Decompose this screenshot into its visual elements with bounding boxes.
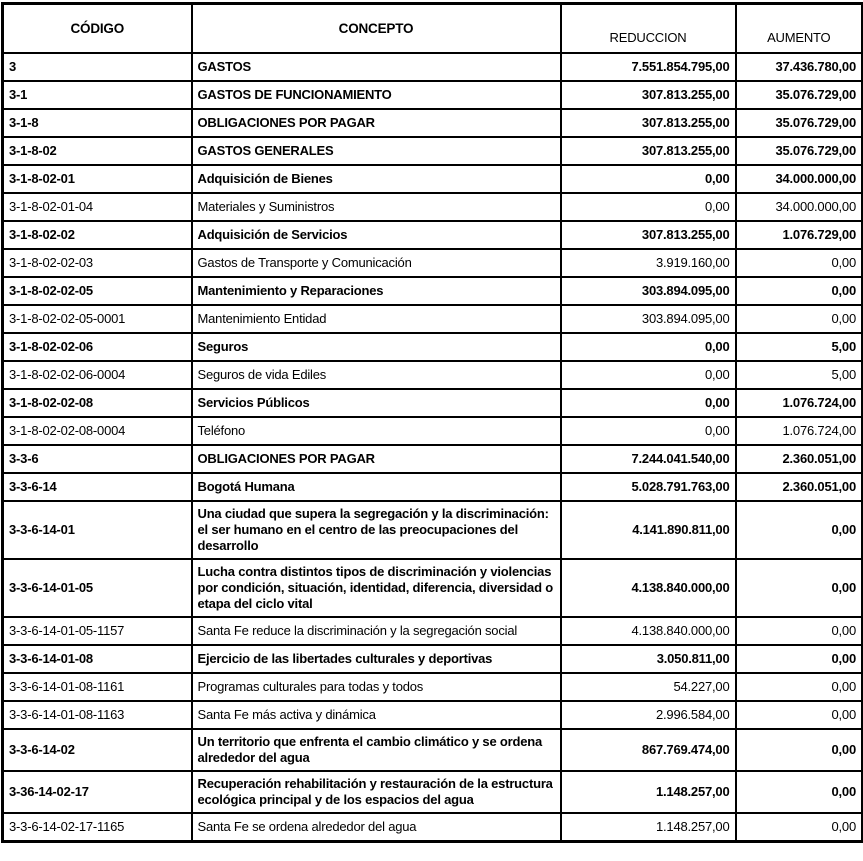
reduction-cell: 7.551.854.795,00 — [561, 53, 736, 81]
concept-cell: Teléfono — [192, 417, 561, 445]
increase-cell: 35.076.729,00 — [736, 81, 863, 109]
code-cell: 3 — [3, 53, 192, 81]
reduction-cell: 1.148.257,00 — [561, 813, 736, 842]
table-row — [3, 193, 863, 221]
table-row — [3, 771, 863, 813]
code-cell: 3-1-8-02-02 — [3, 221, 192, 249]
reduction-cell: 4.138.840.000,00 — [561, 617, 736, 645]
increase-cell: 0,00 — [736, 813, 863, 842]
concept-cell: Un territorio que enfrenta el cambio climático y se ordena alrededor del agua — [192, 729, 561, 771]
increase-cell: 35.076.729,00 — [736, 109, 863, 137]
table-header — [3, 4, 863, 54]
table-row — [3, 221, 863, 249]
table-row — [3, 559, 863, 617]
table-row — [3, 305, 863, 333]
reduction-cell: 0,00 — [561, 333, 736, 361]
increase-cell: 0,00 — [736, 673, 863, 701]
increase-cell: 0,00 — [736, 249, 863, 277]
code-cell: 3-1-8-02-01-04 — [3, 193, 192, 221]
reduction-cell: 54.227,00 — [561, 673, 736, 701]
code-cell: 3-1-8-02 — [3, 137, 192, 165]
code-cell: 3-3-6-14-01-05-1157 — [3, 617, 192, 645]
concept-cell: Ejercicio de las libertades culturales y deportivas — [192, 645, 561, 673]
increase-cell: 2.360.051,00 — [736, 445, 863, 473]
reduction-cell: 303.894.095,00 — [561, 277, 736, 305]
table-row — [3, 109, 863, 137]
concept-cell: Seguros de vida Ediles — [192, 361, 561, 389]
table-row — [3, 673, 863, 701]
reduction-cell: 0,00 — [561, 193, 736, 221]
increase-cell: 0,00 — [736, 771, 863, 813]
code-cell: 3-3-6-14-01 — [3, 501, 192, 559]
reduction-cell: 307.813.255,00 — [561, 109, 736, 137]
code-cell: 3-1-8 — [3, 109, 192, 137]
table-row — [3, 137, 863, 165]
table-row — [3, 813, 863, 842]
code-cell: 3-1-8-02-02-05 — [3, 277, 192, 305]
reduction-cell: 307.813.255,00 — [561, 137, 736, 165]
code-cell: 3-1-8-02-02-08 — [3, 389, 192, 417]
concept-cell: Seguros — [192, 333, 561, 361]
code-cell: 3-1 — [3, 81, 192, 109]
code-cell: 3-1-8-02-02-08-0004 — [3, 417, 192, 445]
increase-cell: 34.000.000,00 — [736, 193, 863, 221]
table-row — [3, 701, 863, 729]
reduction-cell: 0,00 — [561, 417, 736, 445]
reduction-cell: 3.919.160,00 — [561, 249, 736, 277]
concept-cell: Programas culturales para todas y todos — [192, 673, 561, 701]
reduction-cell: 3.050.811,00 — [561, 645, 736, 673]
table-row — [3, 729, 863, 771]
reduction-cell: 2.996.584,00 — [561, 701, 736, 729]
column-header-aumento: AUMENTO — [736, 4, 863, 54]
concept-cell: GASTOS GENERALES — [192, 137, 561, 165]
increase-cell: 5,00 — [736, 333, 863, 361]
increase-cell: 0,00 — [736, 617, 863, 645]
concept-cell: Recuperación rehabilitación y restauración de la estructura ecológica principal y de los espacios del agua — [192, 771, 561, 813]
code-cell: 3-3-6-14-01-08 — [3, 645, 192, 673]
concept-cell: Materiales y Suministros — [192, 193, 561, 221]
code-cell: 3-3-6-14-02-17-1165 — [3, 813, 192, 842]
concept-cell: Santa Fe se ordena alrededor del agua — [192, 813, 561, 842]
concept-cell: Santa Fe más activa y dinámica — [192, 701, 561, 729]
table-row — [3, 473, 863, 501]
reduction-cell: 7.244.041.540,00 — [561, 445, 736, 473]
increase-cell: 0,00 — [736, 701, 863, 729]
reduction-cell: 303.894.095,00 — [561, 305, 736, 333]
table-row — [3, 417, 863, 445]
reduction-cell: 0,00 — [561, 165, 736, 193]
concept-cell: Bogotá Humana — [192, 473, 561, 501]
code-cell: 3-1-8-02-02-03 — [3, 249, 192, 277]
increase-cell: 0,00 — [736, 559, 863, 617]
reduction-cell: 4.138.840.000,00 — [561, 559, 736, 617]
table-row — [3, 165, 863, 193]
reduction-cell: 0,00 — [561, 389, 736, 417]
table-row — [3, 333, 863, 361]
table-row — [3, 53, 863, 81]
code-cell: 3-36-14-02-17 — [3, 771, 192, 813]
concept-cell: GASTOS DE FUNCIONAMIENTO — [192, 81, 561, 109]
code-cell: 3-1-8-02-02-06 — [3, 333, 192, 361]
table-row — [3, 277, 863, 305]
increase-cell: 2.360.051,00 — [736, 473, 863, 501]
code-cell: 3-3-6-14-02 — [3, 729, 192, 771]
code-cell: 3-3-6-14-01-08-1163 — [3, 701, 192, 729]
code-cell: 3-3-6-14-01-05 — [3, 559, 192, 617]
concept-cell: Lucha contra distintos tipos de discriminación y violencias por condición, situación, identidad, diferencia, diversidad o etapa del ciclo vital — [192, 559, 561, 617]
table-row — [3, 249, 863, 277]
increase-cell: 0,00 — [736, 305, 863, 333]
concept-cell: Servicios Públicos — [192, 389, 561, 417]
reduction-cell: 867.769.474,00 — [561, 729, 736, 771]
increase-cell: 0,00 — [736, 277, 863, 305]
concept-cell: OBLIGACIONES POR PAGAR — [192, 109, 561, 137]
concept-cell: Adquisición de Servicios — [192, 221, 561, 249]
concept-cell: Gastos de Transporte y Comunicación — [192, 249, 561, 277]
reduction-cell: 307.813.255,00 — [561, 221, 736, 249]
increase-cell: 1.076.724,00 — [736, 417, 863, 445]
increase-cell: 0,00 — [736, 729, 863, 771]
concept-cell: Mantenimiento y Reparaciones — [192, 277, 561, 305]
increase-cell: 35.076.729,00 — [736, 137, 863, 165]
table-row — [3, 389, 863, 417]
table-row — [3, 361, 863, 389]
increase-cell: 5,00 — [736, 361, 863, 389]
column-header-codigo: CÓDIGO — [3, 4, 192, 54]
increase-cell: 1.076.724,00 — [736, 389, 863, 417]
concept-cell: GASTOS — [192, 53, 561, 81]
code-cell: 3-3-6 — [3, 445, 192, 473]
reduction-cell: 307.813.255,00 — [561, 81, 736, 109]
concept-cell: Adquisición de Bienes — [192, 165, 561, 193]
table-row — [3, 81, 863, 109]
budget-table — [1, 2, 863, 843]
increase-cell: 34.000.000,00 — [736, 165, 863, 193]
code-cell: 3-1-8-02-02-06-0004 — [3, 361, 192, 389]
column-header-concepto: CONCEPTO — [192, 4, 561, 54]
increase-cell: 0,00 — [736, 501, 863, 559]
header-row — [3, 4, 863, 54]
table-row — [3, 645, 863, 673]
table-body — [3, 53, 863, 842]
concept-cell: Mantenimiento Entidad — [192, 305, 561, 333]
code-cell: 3-1-8-02-01 — [3, 165, 192, 193]
increase-cell: 0,00 — [736, 645, 863, 673]
reduction-cell: 1.148.257,00 — [561, 771, 736, 813]
reduction-cell: 4.141.890.811,00 — [561, 501, 736, 559]
table-row — [3, 445, 863, 473]
code-cell: 3-3-6-14 — [3, 473, 192, 501]
concept-cell: OBLIGACIONES POR PAGAR — [192, 445, 561, 473]
concept-cell: Santa Fe reduce la discriminación y la segregación social — [192, 617, 561, 645]
code-cell: 3-3-6-14-01-08-1161 — [3, 673, 192, 701]
increase-cell: 37.436.780,00 — [736, 53, 863, 81]
table-row — [3, 501, 863, 559]
concept-cell: Una ciudad que supera la segregación y la discriminación: el ser humano en el centro de las preocupaciones del desarrollo — [192, 501, 561, 559]
table-row — [3, 617, 863, 645]
column-header-reduccion: REDUCCION — [561, 4, 736, 54]
code-cell: 3-1-8-02-02-05-0001 — [3, 305, 192, 333]
increase-cell: 1.076.729,00 — [736, 221, 863, 249]
reduction-cell: 0,00 — [561, 361, 736, 389]
reduction-cell: 5.028.791.763,00 — [561, 473, 736, 501]
